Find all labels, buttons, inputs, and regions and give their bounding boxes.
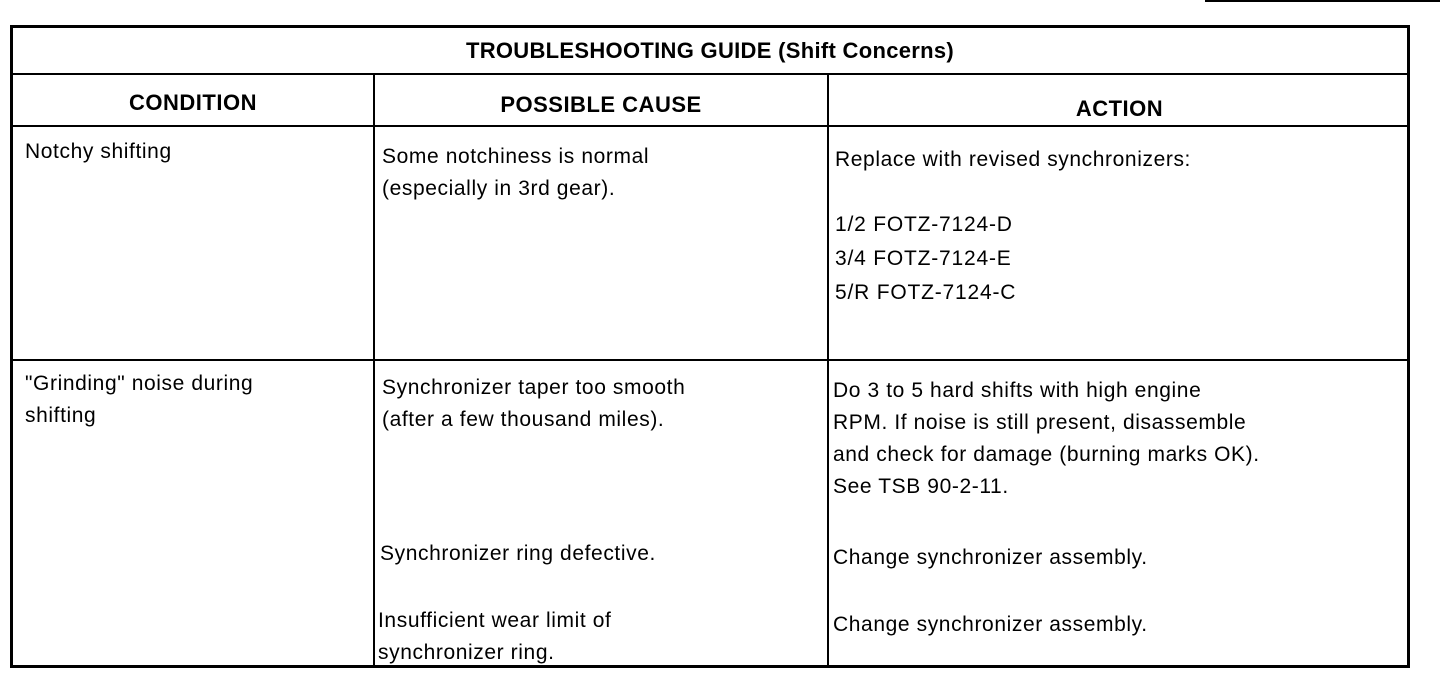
condition-grinding-noise: "Grinding" noise during shifting — [25, 372, 254, 427]
header-action: ACTION — [1075, 96, 1164, 121]
cause-insufficient-wear-limit: Insufficient wear limit of synchronizer ring. — [378, 609, 612, 664]
action-change-assembly: Change synchronizer assembly. — [833, 546, 1148, 569]
column-divider-condition — [373, 75, 375, 665]
part-number: 1/2 FOTZ-7124-D — [835, 213, 1013, 236]
action-change-assembly: Change synchronizer assembly. — [833, 613, 1148, 636]
row-divider — [13, 359, 1407, 361]
header-condition: CONDITION — [129, 90, 257, 115]
corner-rule — [1205, 0, 1440, 2]
header-possible-cause: POSSIBLE CAUSE — [500, 92, 702, 117]
column-divider-cause — [827, 75, 829, 665]
action-hard-shifts: Do 3 to 5 hard shifts with high engine RPM. If noise is still present, disassemble and check for damage (burning marks OK). See TSB 90-2-11. — [833, 379, 1260, 498]
cause-normal-notchiness: Some notchiness is normal (especially in 3rd gear). — [382, 145, 650, 200]
action-replace-synchronizers: Replace with revised synchronizers: — [835, 148, 1191, 171]
synchronizer-part-list — [835, 208, 1016, 310]
condition-notchy-shifting: Notchy shifting — [25, 140, 172, 163]
table-title: TROUBLESHOOTING GUIDE (Shift Concerns) — [13, 28, 1407, 75]
cause-taper-too-smooth: Synchronizer taper too smooth (after a few thousand miles). — [382, 376, 686, 431]
cause-ring-defective: Synchronizer ring defective. — [380, 542, 656, 565]
troubleshooting-table — [10, 25, 1410, 668]
part-number: 3/4 FOTZ-7124-E — [835, 247, 1012, 270]
header-row-divider — [13, 125, 1407, 127]
part-number: 5/R FOTZ-7124-C — [835, 281, 1017, 304]
